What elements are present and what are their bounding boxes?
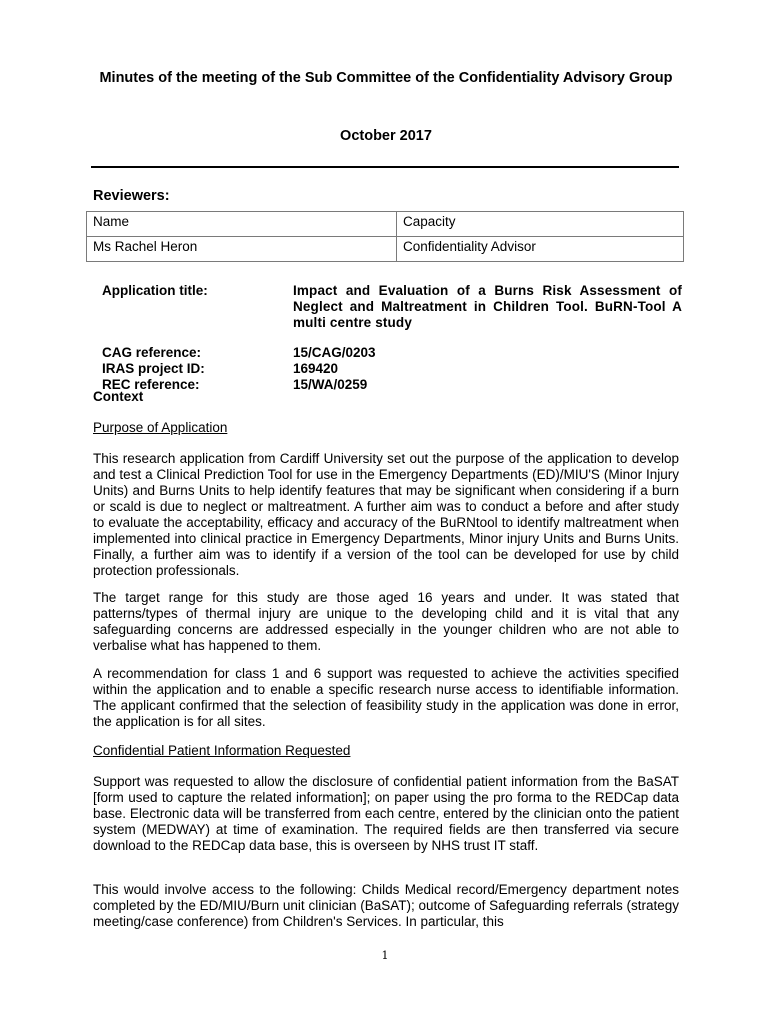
- purpose-paragraph: A recommendation for class 1 and 6 support was requested to achieve the activities specified within the application and to enable a specific research nurse access to identifiable information. The applicant confirmed that the selection of feasibility study in the application was done in error, the application is for all sites.: [93, 666, 679, 729]
- context-heading: Context: [93, 389, 144, 404]
- reviewers-table: [86, 211, 684, 262]
- column-header-capacity: Capacity: [397, 212, 684, 237]
- application-title-label: Application title:: [102, 283, 208, 298]
- meeting-date: October 2017: [340, 128, 432, 144]
- table-row: [87, 237, 684, 262]
- cpi-paragraph: This would involve access to the following: Childs Medical record/Emergency department notes completed by the ED/MIU/Burn unit clinician (BaSAT); outcome of Safeguarding referrals (strategy meeting/case conference) from Children's Services. In particular, this: [93, 882, 679, 929]
- cag-reference-value: 15/CAG/0203: [293, 345, 376, 360]
- rec-reference-value: 15/WA/0259: [293, 377, 368, 392]
- header-divider: [91, 166, 679, 168]
- purpose-paragraph: The target range for this study are those aged 16 years and under. It was stated that patterns/types of thermal injury are unique to the developing child and it is vital that any safeguarding concerns are addressed especially in the younger children who are not able to verbalise what has happened to them.: [93, 590, 679, 653]
- cpi-paragraph: Support was requested to allow the disclosure of confidential patient information from the BaSAT [form used to capture the related information]; on paper using the pro forma to the REDCap data base. Electronic data will be transferred from each centre, entered by the clinician onto the patient system (MEDWAY) at time of examination. The required fields are then transferred via secure download to the REDCap data base, this is overseen by NHS trust IT staff.: [93, 774, 679, 853]
- rec-reference-label: REC reference:: [102, 377, 200, 392]
- purpose-paragraph: This research application from Cardiff University set out the purpose of the application to develop and test a Clinical Prediction Tool for use in the Emergency Departments (ED)/MIU'S (Minor Injury Units) and Burns Units to help identify features that may be significant when considering if a burn or scald is due to neglect or maltreatment. A further aim was to conduct a before and after study to evaluate the acceptability, efficacy and accuracy of the BuRNtool to identify maltreatment when implemented into clinical practice in Emergency Departments, Minor injury Units and Burns Units. Finally, a further aim was to identify if a version of the tool can be developed for use by child protection professionals.: [93, 451, 679, 578]
- iras-project-id-label: IRAS project ID:: [102, 361, 205, 376]
- cag-reference-label: CAG reference:: [102, 345, 202, 360]
- application-details: [102, 283, 682, 393]
- column-header-name: Name: [87, 212, 397, 237]
- application-title-value: Impact and Evaluation of a Burns Risk Assessment of Neglect and Maltreatment in Children Tool. BuRN-Tool A multi centre study: [293, 283, 682, 330]
- reviewer-capacity: Confidentiality Advisor: [397, 237, 684, 262]
- document-title: Minutes of the meeting of the Sub Committee of the Confidentiality Advisory Group: [99, 70, 673, 86]
- page-number: 1: [381, 949, 389, 962]
- cpi-heading: Confidential Patient Information Requested: [93, 743, 351, 758]
- reviewer-name: Ms Rachel Heron: [87, 237, 397, 262]
- purpose-heading: Purpose of Application: [93, 420, 228, 435]
- iras-project-id-value: 169420: [293, 361, 339, 376]
- table-header-row: [87, 212, 684, 237]
- reviewers-heading: Reviewers:: [93, 188, 170, 204]
